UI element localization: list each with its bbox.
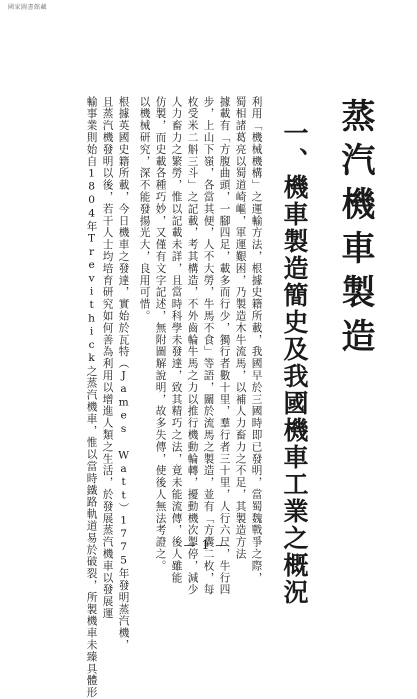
body-column: 步，上山下嶺，各當其便，人不大勞，牛馬不食」等語，關於流馬之製造，並有「方囊二枚，每: [202, 96, 215, 596]
book-title: 蒸汽機車製造: [335, 98, 375, 362]
library-stamp: 國家圖書館藏: [8, 4, 48, 11]
body-column: 據載有「方腹曲頭，一腳四足，載多而行少，獨行者數十里，羣行者三十里，人行六尺，牛行四: [218, 96, 231, 596]
page-number: —1—: [183, 538, 234, 552]
body-column: 輸事業則始自1804年Trevithick之蒸汽機車，惟以當時鐵路軌道易於破裂，所製機車未臻具體形: [85, 96, 98, 699]
body-column: 以機械研究，深不能發揚光大，良用可惜。: [138, 96, 151, 323]
body-column: 枚受米二斛三斗」之記載，考其構造，不外齒輪牛馬之力以推行機動輪轉，擾動機次掣停，減少: [186, 96, 199, 596]
body-column: 人力畜力之繁勞，惟以記載未詳，且當時科學未發達，致其精巧之法，竟未能流傳，後人雖能: [170, 96, 183, 584]
body-column: 仿製，而史載各種巧妙，又僅有文字記述，無附圖解說明，故多失傳，使後人無法考證之。: [154, 96, 167, 572]
body-column: 利用「機械機構」之運輸方法，根據史籍所載，我國早於三國時即已發明，當蜀魏戰爭之際，: [250, 96, 263, 584]
body-column: 且蒸汽機發明以後，若干人士均培育研究如何善為利用以增進人類之生活，於發展蒸汽機車以發展運: [101, 96, 114, 620]
body-column: 蜀相諸葛亮以蜀道崎嶇，軍運艱困，乃製造木牛流馬，以補人力畜力之不足，其製造方法: [234, 96, 247, 561]
body-column: 根據英國史籍所載，今日機車之發達，實始於瓦特（James Watt）1775年發明蒸汽機，: [117, 96, 130, 652]
chapter-heading: 一、機車製造簡史及我國機車工業之概況: [280, 120, 309, 606]
